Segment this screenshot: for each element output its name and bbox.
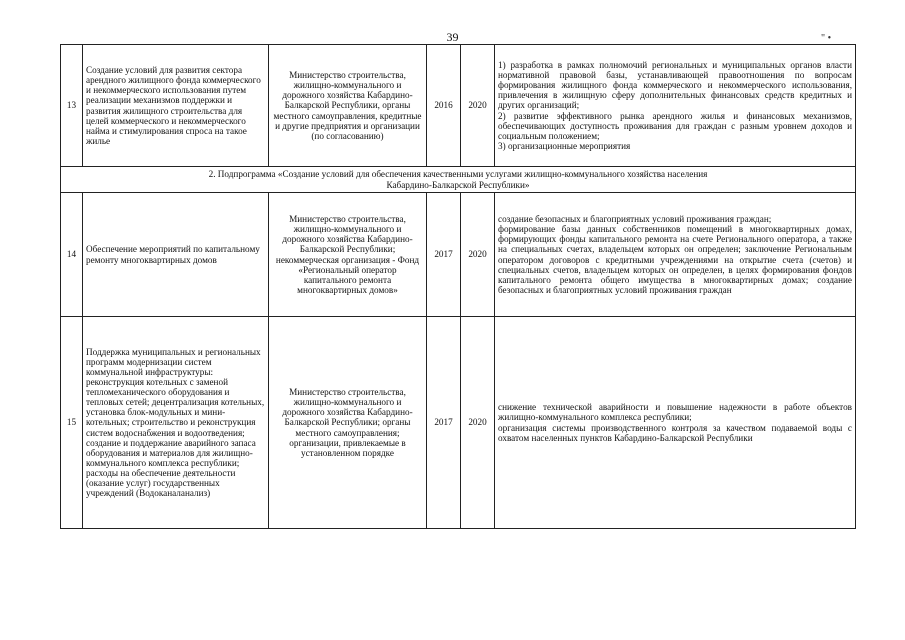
results-cell bbox=[495, 317, 856, 529]
row-number: 15 bbox=[61, 317, 83, 529]
result-item: формирование базы данных собственников помещений в многоквартирных домах, формирующих фонды капитального ремонта на счете Регионального оператора, а также на специальных счетах, владельцем которых он определен; заключение Региональным оператором договоров с кредитными учреждениями на открытие счета (счетов) и специальных счетов, владельцем которых он определен, в целях формирования фондов капитального ремонта общего имущества в многоквартирных домах; создание безопасных и благоприятных условий проживания граждан bbox=[498, 224, 852, 295]
table-row bbox=[61, 193, 856, 317]
subprogram-heading bbox=[61, 167, 856, 193]
executor-cell: Министерство строительства, жилищно-коммунального и дорожного хозяйства Кабардино-Балкарской Республики; органы местного самоуправления; организации, привлекаемые в установленном порядке bbox=[269, 317, 427, 529]
result-item: снижение технической аварийности и повышение надежности в работе объектов жилищно-коммунального комплекса республики; bbox=[498, 402, 852, 423]
result-item: организация системы производственного контроля за качеством подаваемой воды с охватом населенных пунктов Кабардино-Балкарской Республики bbox=[498, 422, 852, 443]
start-year: 2016 bbox=[427, 45, 461, 167]
results-cell bbox=[495, 45, 856, 167]
measure-cell: Обеспечение мероприятий по капитальному ремонту многоквартирных домов bbox=[83, 193, 269, 317]
end-year: 2020 bbox=[461, 45, 495, 167]
measure-cell: Поддержка муниципальных и региональных программ модернизации систем коммунальной инфраструктуры: реконструкция котельных с заменой тепломеханического оборудования и тепловых сетей; децентрализация котельных, установка блок-модульных и мини-котельных; строительство и реконструкция систем водоснабжения и водоотведения; создание и поддержание аварийного запаса оборудования и материалов для жилищно-коммунального комплекса республики; расходы на обеспечение деятельности (оказание услуг) государственных учреждений (Водоканаланализ) bbox=[83, 317, 269, 529]
executor-cell: Министерство строительства, жилищно-коммунального и дорожного хозяйства Кабардино-Балкарской Республики, органы местного самоуправления, кредитные и другие предприятия и организации (по согласованию) bbox=[269, 45, 427, 167]
measure-cell: Создание условий для развития сектора арендного жилищного фонда коммерческого и некоммерческого использования путем реализации механизмов поддержки и развития жилищного строительства для целей коммерческого и некоммерческого найма и стимулирования спроса на такое жилье bbox=[83, 45, 269, 167]
results-cell bbox=[495, 193, 856, 317]
section-row bbox=[61, 167, 856, 193]
start-year: 2017 bbox=[427, 193, 461, 317]
result-item: 3) организационные мероприятия bbox=[498, 140, 631, 151]
result-item: создание безопасных и благоприятных условий проживания граждан; bbox=[498, 214, 772, 225]
row-number: 14 bbox=[61, 193, 83, 317]
executor-cell: Министерство строительства, жилищно-коммунального и дорожного хозяйства Кабардино-Балкарской Республики; некоммерческая организация - Фонд «Региональный оператор капитального ремонта многоквартирных домов» bbox=[269, 193, 427, 317]
end-year: 2020 bbox=[461, 317, 495, 529]
end-year: 2020 bbox=[461, 193, 495, 317]
result-item: 2) развитие эффективного рынка арендного жилья и финансовых механизмов, обеспечивающих доступность проживания для граждан с разным уровнем доходов и социальным положением; bbox=[498, 110, 852, 141]
row-number: 13 bbox=[61, 45, 83, 167]
corner-marks: " • bbox=[821, 33, 832, 44]
program-table bbox=[60, 44, 856, 529]
subprogram-heading-line2: Кабардино-Балкарской Республики» bbox=[386, 179, 530, 190]
table-row bbox=[61, 317, 856, 529]
subprogram-heading-line1: 2. Подпрограмма «Создание условий для обеспечения качественными услугами жилищно-коммунального хозяйства населения bbox=[208, 169, 708, 180]
result-item: 1) разработка в рамках полномочий региональных и муниципальных органов власти нормативной правовой базы, устанавливающей правоотношения по вопросам формирования жилищного фонда коммерческого и некоммерческого использования, привлечения в жилищную сферу дополнительных финансовых средств кредитных и других организаций; bbox=[498, 60, 852, 111]
start-year: 2017 bbox=[427, 317, 461, 529]
table-row bbox=[61, 45, 856, 167]
page-number: 39 bbox=[446, 30, 459, 44]
